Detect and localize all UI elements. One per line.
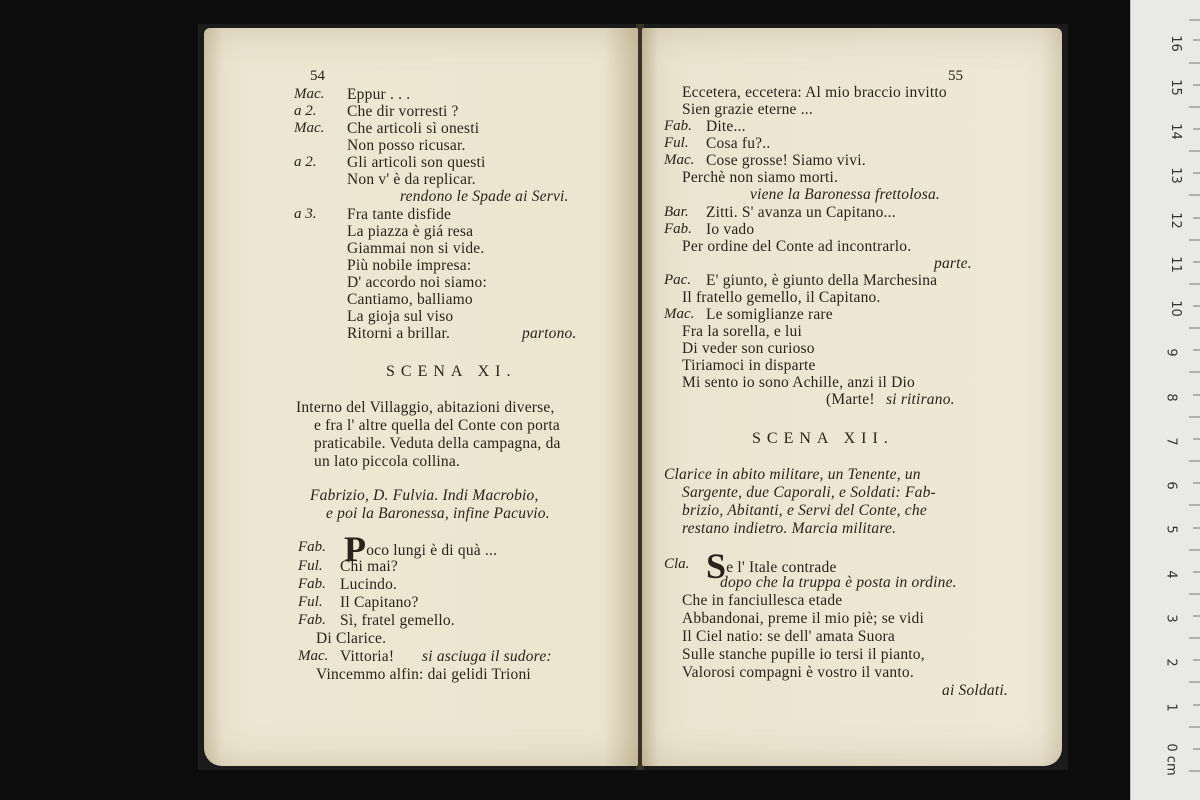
line: Giammai non si vide.	[347, 240, 485, 257]
line: Cosa fu?..	[706, 135, 771, 152]
ruler-label: 8	[1163, 393, 1179, 402]
speaker: Fab.	[298, 576, 326, 592]
ruler-label: 16	[1167, 35, 1183, 52]
line: Tiriamoci in disparte	[682, 357, 816, 374]
line: La piazza è giá resa	[347, 223, 474, 240]
line: Valorosi compagni è vostro il vanto.	[682, 664, 914, 681]
line: Gli articoli son questi	[347, 154, 486, 171]
line: La gioja sul viso	[347, 308, 454, 325]
stage-direction: viene la Baronessa frettolosa.	[750, 186, 940, 203]
scene-title: SCENA XII.	[752, 430, 894, 447]
setting-line: Interno del Villaggio, abitazioni diverse,	[296, 399, 555, 416]
line: Sì, fratel gemello.	[340, 612, 455, 629]
line: Il Capitano?	[340, 594, 419, 611]
speaker: Fab.	[298, 539, 326, 555]
line: Eppur . . .	[347, 86, 411, 103]
cast-line: e poi la Baronessa, infine Pacuvio.	[326, 505, 550, 522]
line: Di veder son curioso	[682, 340, 815, 357]
line: Vittoria!	[340, 648, 395, 665]
speaker: Ful.	[664, 135, 689, 151]
setting-line: Sargente, due Caporali, e Soldati: Fab-	[682, 484, 936, 501]
line: Ritorni a brillar.	[347, 325, 451, 342]
line: Mi sento io sono Achille, anzi il Dio	[682, 374, 915, 391]
ruler-label: 13	[1167, 167, 1183, 184]
line: Eccetera, eccetera: Al mio braccio invitto	[682, 84, 947, 101]
line: (Marte!	[826, 391, 875, 408]
setting-line: un lato piccola collina.	[314, 453, 460, 470]
left-page	[204, 28, 638, 766]
stage-direction: si ritirano.	[886, 391, 955, 408]
line: Sulle stanche pupille io tersi il pianto,	[682, 646, 925, 663]
speaker: Cla.	[664, 556, 690, 572]
speaker: a 2.	[294, 103, 317, 119]
ruler-label: 4	[1163, 570, 1179, 579]
drop-cap: S	[706, 546, 727, 586]
line: Che dir vorresti ?	[347, 103, 459, 120]
ruler-label: 15	[1167, 79, 1183, 96]
ruler-label: 3	[1163, 614, 1179, 623]
ruler-label: 9	[1163, 348, 1179, 357]
line: Per ordine del Conte ad incontrarlo.	[682, 238, 912, 255]
speaker: a 3.	[294, 206, 317, 222]
line: Di Clarice.	[316, 630, 387, 647]
line: Il fratello gemello, il Capitano.	[682, 289, 881, 306]
line: Cose grosse! Siamo vivi.	[706, 152, 866, 169]
open-book	[198, 24, 1068, 770]
line: Perchè non siamo morti.	[682, 169, 839, 186]
line: Cantiamo, balliamo	[347, 291, 473, 308]
line: Non v' è da replicar.	[347, 171, 476, 188]
line: E' giunto, è giunto della Marchesina	[706, 272, 938, 289]
line: Abbandonai, preme il mio piè; se vidi	[682, 610, 925, 627]
ruler-label: 12	[1167, 212, 1183, 229]
line: Non posso ricusar.	[347, 137, 466, 154]
ruler-label: 11	[1167, 256, 1183, 273]
line: D' accordo noi siamo:	[347, 274, 487, 291]
line: Le somiglianze rare	[706, 306, 833, 323]
stage-direction: si asciuga il sudore:	[422, 648, 552, 665]
speaker: Bar.	[664, 204, 689, 220]
line: Zitti. S' avanza un Capitano...	[706, 204, 896, 221]
speaker: Mac.	[294, 120, 325, 136]
ruler-label: 7	[1163, 437, 1179, 446]
ruler-label: 14	[1167, 123, 1183, 140]
line: Sien grazie eterne ...	[682, 101, 813, 118]
line: Io vado	[706, 221, 755, 238]
measuring-ruler	[1130, 0, 1200, 800]
speaker: Mac.	[298, 648, 329, 664]
stage-direction: parte.	[934, 255, 972, 272]
line: Più nobile impresa:	[347, 257, 472, 274]
ruler-label: 6	[1163, 481, 1179, 490]
line: Che articoli sì onesti	[347, 120, 480, 137]
line: Poco lungi è di quà ...	[344, 529, 498, 569]
line: Il Ciel natio: se dell' amata Suora	[682, 628, 895, 645]
speaker: Mac.	[294, 86, 325, 102]
scene-title: SCENA XI.	[386, 363, 517, 380]
setting-line: e fra l' altre quella del Conte con porta	[314, 417, 560, 434]
right-page	[642, 28, 1062, 766]
line: Dite...	[706, 118, 746, 135]
speaker: Fab.	[664, 221, 692, 237]
stage-direction: rendono le Spade ai Servi.	[400, 188, 569, 205]
line: Fra la sorella, e lui	[682, 323, 802, 340]
drop-cap: P	[344, 529, 367, 569]
setting-line: restano indietro. Marcia militare.	[682, 520, 897, 537]
stage-direction: dopo che la truppa è posta in ordine.	[720, 574, 957, 591]
speaker: Fab.	[664, 118, 692, 134]
setting-line: praticabile. Veduta della campagna, da	[314, 435, 561, 452]
line: Chi mai?	[340, 558, 398, 575]
stage-direction: partono.	[522, 325, 577, 342]
speaker: Ful.	[298, 594, 323, 610]
setting-line: brizio, Abitanti, e Servi del Conte, che	[682, 502, 927, 519]
speaker: Fab.	[298, 612, 326, 628]
setting-line: Clarice in abito militare, un Tenente, un	[664, 466, 921, 483]
line: Che in fanciullesca etade	[682, 592, 843, 609]
speaker: Ful.	[298, 558, 323, 574]
speaker: Mac.	[664, 152, 695, 168]
ruler-label: 0 cm	[1163, 743, 1179, 776]
line: Fra tante disfide	[347, 206, 452, 223]
ruler-label: 2	[1163, 658, 1179, 667]
page-number: 54	[310, 68, 325, 84]
stage-direction: ai Soldati.	[942, 682, 1008, 699]
speaker: Mac.	[664, 306, 695, 322]
cast-line: Fabrizio, D. Fulvia. Indi Macrobio,	[310, 487, 539, 504]
line: Se l' Itale contrade	[706, 546, 837, 586]
ruler-label: 1	[1163, 703, 1179, 712]
ruler-label: 5	[1163, 525, 1179, 534]
line: Lucindo.	[340, 576, 398, 593]
page-number: 55	[948, 68, 963, 84]
line: Vincemmo alfin: dai gelidi Trioni	[316, 666, 531, 683]
speaker: Pac.	[664, 272, 692, 288]
ruler-label: 10	[1167, 300, 1183, 317]
speaker: a 2.	[294, 154, 317, 170]
